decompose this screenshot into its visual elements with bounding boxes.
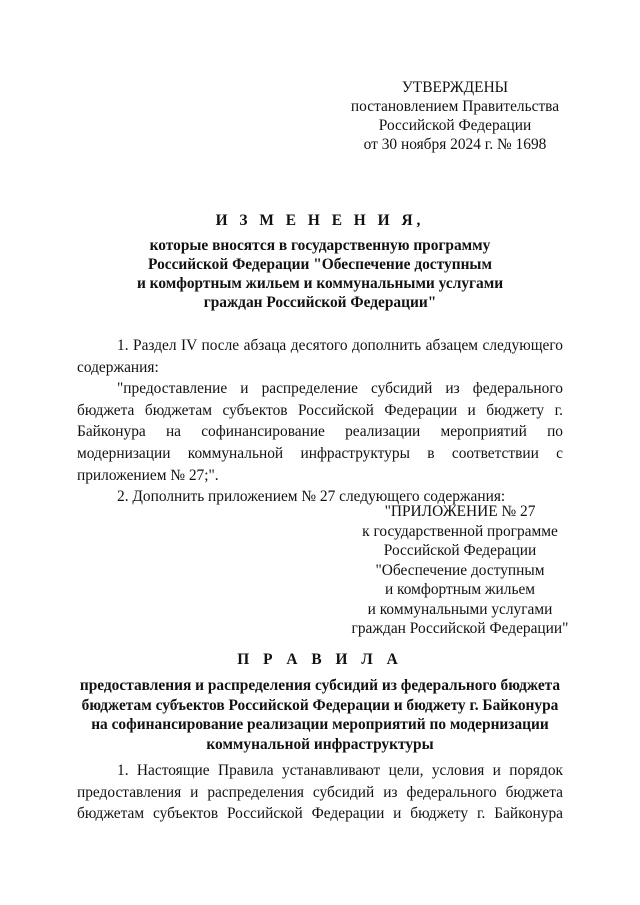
- rules-body: [77, 760, 563, 825]
- rules-subtitle-line: коммунальной инфраструктуры: [206, 735, 434, 753]
- appendix-line: "ПРИЛОЖЕНИЕ № 27: [384, 503, 536, 520]
- rules-item-1-paragraph: 1. Настоящие Правила устанавливают цели, условия и порядок предоставления и распределения субсидий из федерального бюджета бюджетам субъектов Российской Федерации и бюджету г. Байконура: [77, 762, 563, 823]
- approval-line: Российской Федерации: [378, 117, 532, 134]
- appendix-line: и коммунальными услугами: [367, 600, 553, 618]
- changes-subtitle: [0, 236, 640, 312]
- appendix-header: [335, 502, 585, 639]
- item-2-paragraph: 2. Дополнить приложением № 27 следующего содержания:: [117, 488, 506, 506]
- changes-body: [77, 335, 563, 508]
- changes-subtitle-line: которые вносятся в государственную программу: [149, 237, 491, 254]
- appendix-line: Российской Федерации: [383, 542, 537, 559]
- rules-title: П Р А В И Л А: [237, 651, 403, 668]
- changes-subtitle-line: граждан Российской Федерации": [203, 294, 437, 311]
- item-1-paragraph: 1. Раздел IV после абзаца десятого дополнить абзацем следующего содержания:: [77, 337, 563, 376]
- changes-title: И З М Е Н Е Н И Я,: [215, 212, 425, 229]
- approval-line: постановлением Правительства: [350, 98, 560, 115]
- rules-subtitle-line: бюджетам субъектов Российской Федерации и бюджету г. Байконура: [81, 696, 559, 714]
- appendix-line: граждан Российской Федерации": [351, 620, 569, 637]
- quoted-paragraph: "предоставление и распределение субсидий из федерального бюджета бюджетам субъектов Российской Федерации и бюджету г. Байконура на софинансирование реализации мероприятий по модернизации коммунальной инфраструктуры в соответствии с приложением № 27;".: [77, 380, 563, 484]
- changes-subtitle-line: и комфортным жильем и коммунальными услугами: [136, 275, 504, 292]
- rules-subtitle-line: предоставления и распределения субсидий из федерального бюджета: [79, 677, 561, 694]
- approval-stamp: [330, 78, 580, 154]
- appendix-line: и комфортным жильем: [384, 581, 536, 598]
- approval-line: УТВЕРЖДЕНЫ: [401, 79, 509, 96]
- appendix-line: к государственной программе: [362, 522, 558, 540]
- changes-subtitle-line: Российской Федерации "Обеспечение доступным: [148, 256, 492, 273]
- appendix-line: "Обеспечение доступным: [375, 561, 545, 579]
- approval-line: от 30 ноября 2024 г. № 1698: [363, 136, 547, 153]
- rules-subtitle: [0, 676, 640, 754]
- rules-subtitle-line: на софинансирование реализации мероприятий по модернизации: [91, 716, 549, 733]
